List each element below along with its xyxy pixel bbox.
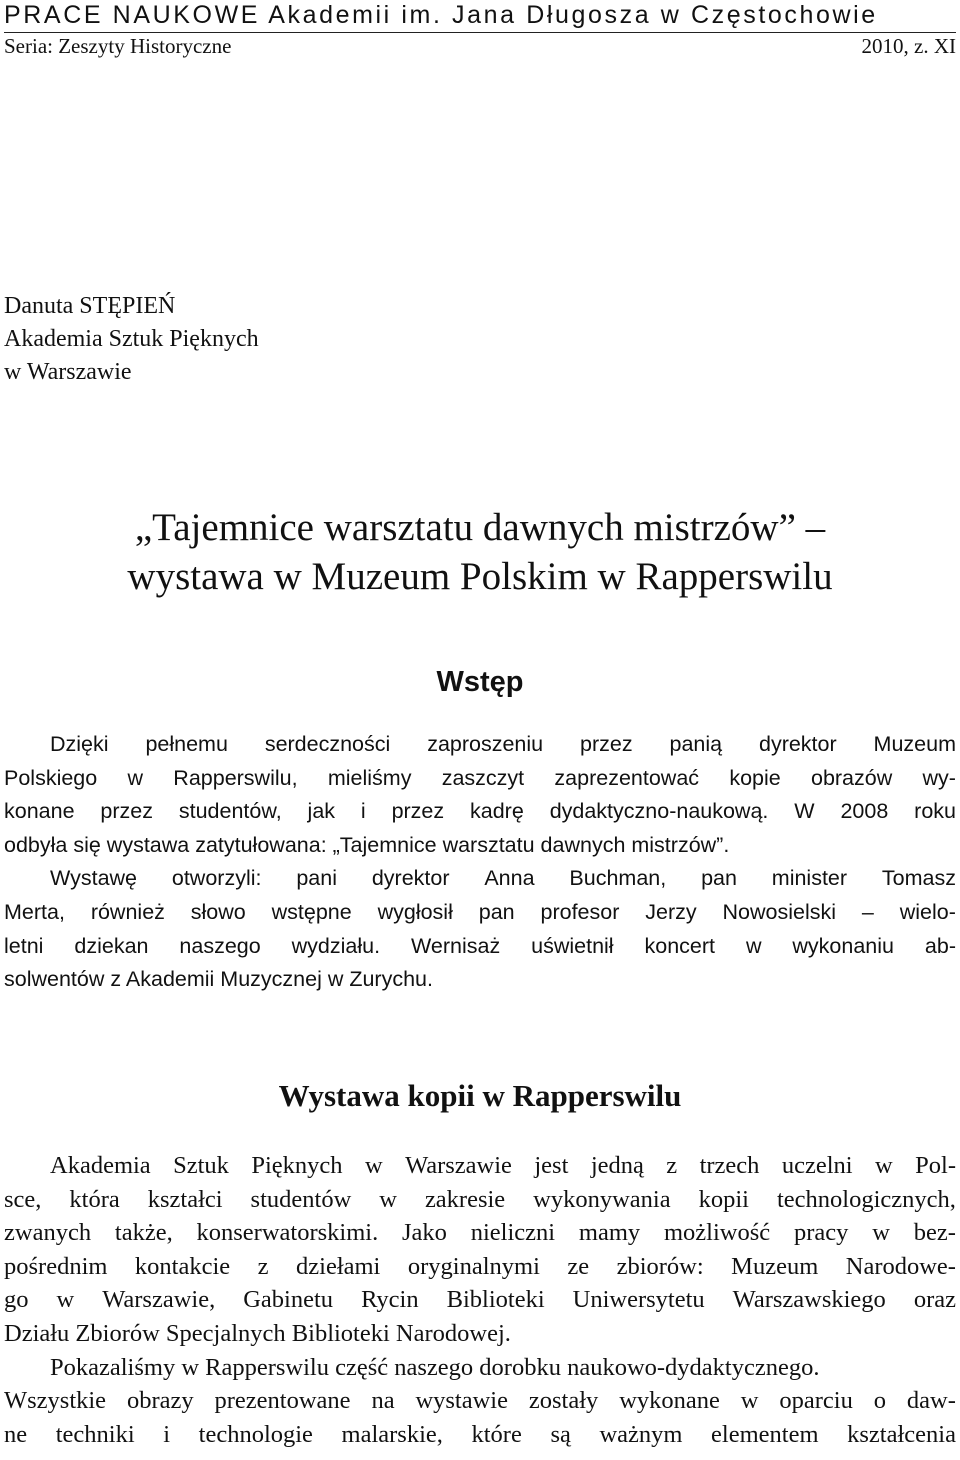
exhibition-paragraph xyxy=(4,1149,956,1451)
section-heading-exhibition: Wystawa kopii w Rapperswilu xyxy=(278,1078,682,1113)
text-line: solwentów z Akademii Muzycznej w Zurychu. xyxy=(4,967,433,992)
text-line: ne techniki i technologie malarskie, które są ważnym elementem kształcenia xyxy=(4,1420,956,1448)
text-line: zwanych także, konserwatorskimi. Jako nieliczni mamy możliwość pracy w bez- xyxy=(4,1219,956,1247)
text-line: Dzięki pełnemu serdeczności zaproszeniu przez panią dyrektor Muzeum xyxy=(50,732,956,756)
year-volume: 2010, z. XI xyxy=(861,34,956,58)
section-heading-intro: Wstęp xyxy=(436,666,524,698)
intro-paragraph xyxy=(4,728,956,997)
text-line: Wystawę otworzyli: pani dyrektor Anna Buchman, pan minister Tomasz xyxy=(50,866,956,891)
text-line: Wszystkie obrazy prezentowane na wystawie zostały wykonane w oparciu o daw- xyxy=(4,1387,956,1415)
article-title-line: „Tajemnice warsztatu dawnych mistrzów” – xyxy=(134,506,826,549)
author-affiliation: Akademia Sztuk Pięknych xyxy=(4,326,259,352)
text-line: Pokazaliśmy w Rapperswilu część naszego dorobku naukowo-dydaktycznego. xyxy=(50,1353,820,1381)
article-title xyxy=(0,503,960,601)
series-label: Seria: Zeszyty Historyczne xyxy=(4,34,232,58)
author-block xyxy=(4,290,259,389)
text-line: konane przez studentów, jak i przez kadrę dydaktyczno-naukową. W 2008 roku xyxy=(4,799,956,824)
text-line: Działu Zbiorów Specjalnych Biblioteki Narodowej. xyxy=(4,1319,511,1347)
text-line: letni dziekan naszego wydziału. Wernisaż uświetnił koncert w wykonaniu ab- xyxy=(4,933,956,958)
article-title-line: wystawa w Muzeum Polskim w Rapperswilu xyxy=(127,555,833,598)
journal-title: PRACE NAUKOWE Akademii im. Jana Długosza w Częstochowie xyxy=(4,1,878,29)
text-line: odbyła się wystawa zatytułowana: „Tajemnice warsztatu dawnych mistrzów”. xyxy=(4,832,730,857)
text-line: go w Warszawie, Gabinetu Rycin Biblioteki Uniwersytetu Warszawskiego oraz xyxy=(4,1286,956,1314)
text-line: pośrednim kontakcie z dziełami oryginalnymi ze zbiorów: Muzeum Narodowe- xyxy=(4,1252,956,1280)
text-line: Polskiego w Rapperswilu, mieliśmy zaszczyt zaprezentować kopie obrazów wy- xyxy=(4,765,956,790)
author-affiliation-city: w Warszawie xyxy=(4,359,132,385)
text-line: Merta, również słowo wstępne wygłosił pan profesor Jerzy Nowosielski – wielo- xyxy=(4,899,956,924)
author-name: Danuta STĘPIEŃ xyxy=(4,293,176,319)
text-line: sce, która kształci studentów w zakresie wykonywania kopii technologicznych, xyxy=(4,1185,956,1213)
text-line: Akademia Sztuk Pięknych w Warszawie jest jedną z trzech uczelni w Pol- xyxy=(50,1152,956,1179)
